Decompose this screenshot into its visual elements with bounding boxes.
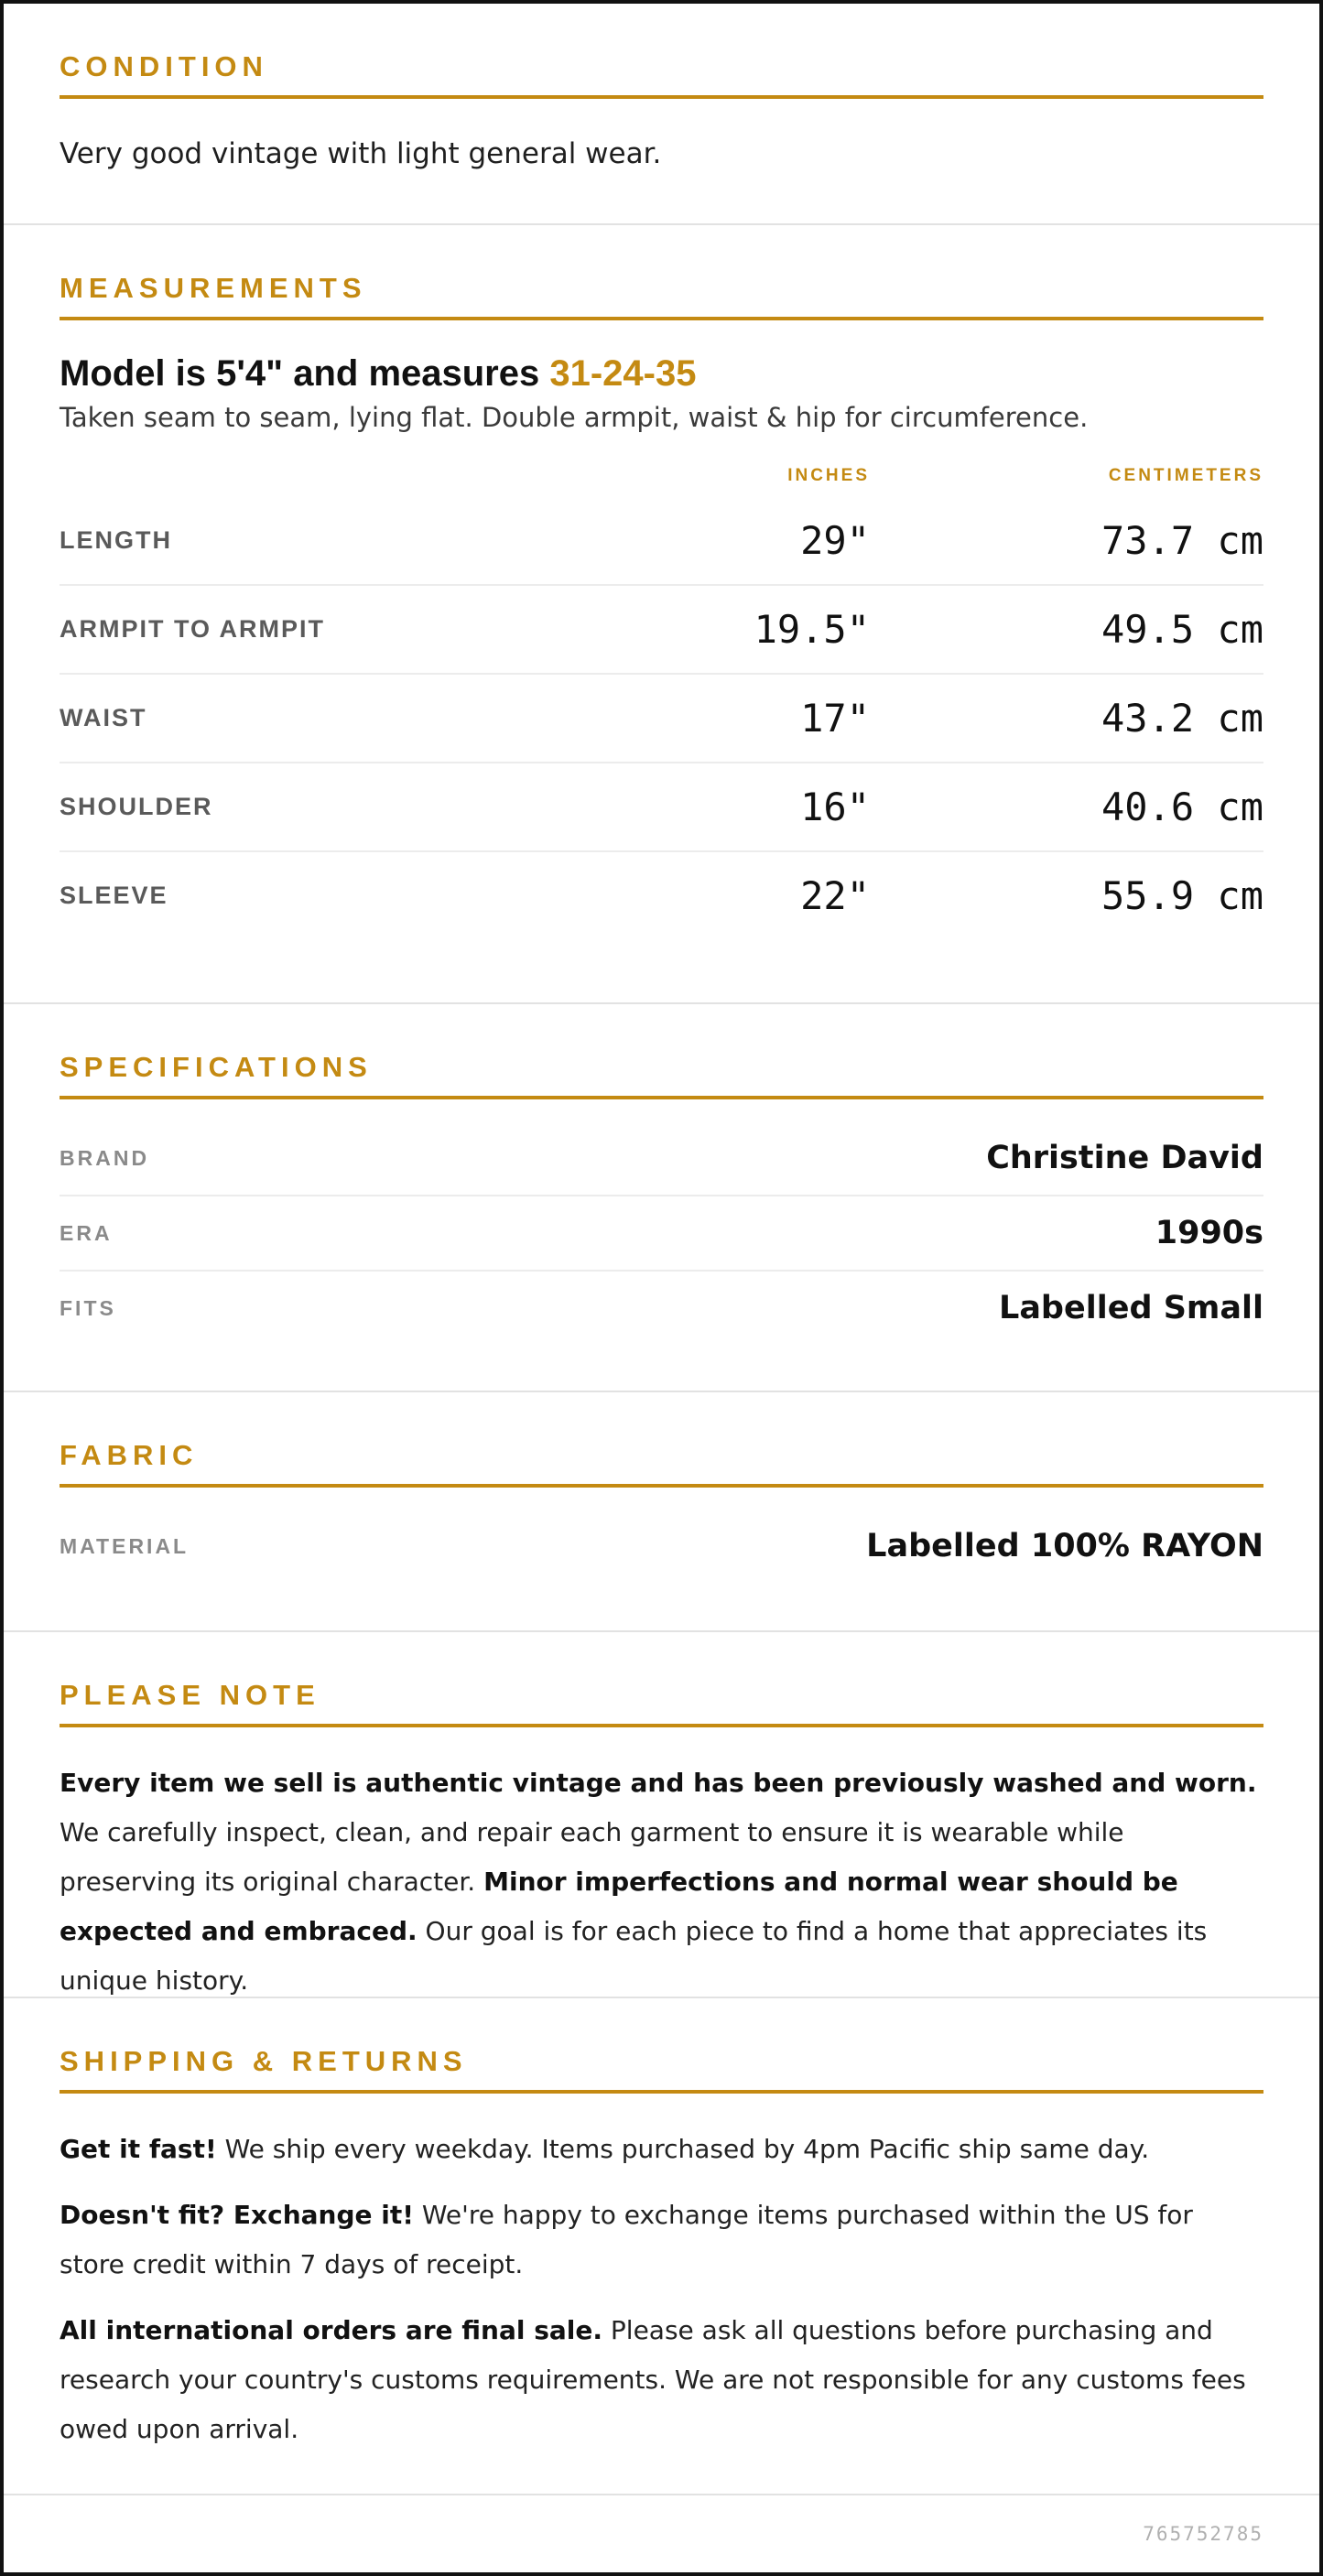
spec-row-fits [60, 1272, 1263, 1345]
measurement-inches: 19.5" [754, 607, 870, 653]
shipping-body [60, 2125, 1263, 2454]
shipping-paragraph-international [60, 2306, 1263, 2454]
condition-section [4, 4, 1319, 225]
measurement-column-headers [60, 466, 1263, 486]
note-bold-authentic: Every item we sell is authentic vintage and has been previously washed and worn. [60, 1768, 1257, 1799]
measurement-row [60, 675, 1263, 763]
fabric-value: Labelled 100% RAYON [866, 1528, 1263, 1565]
shipping-bold-fast: Get it fast! [60, 2134, 217, 2165]
measurement-cm: 49.5 cm [1101, 607, 1263, 653]
spec-row-era [60, 1196, 1263, 1272]
measurements-section [4, 225, 1319, 1004]
shipping-text-fast: We ship every weekday. Items purchased by 4pm Pacific ship same day. [216, 2134, 1150, 2165]
measurements-heading: MEASUREMENTS [60, 225, 1263, 320]
measurement-row [60, 852, 1263, 939]
fabric-label: MATERIAL [60, 1533, 190, 1558]
measurement-inches: 17" [800, 696, 870, 741]
measurement-label: WAIST [60, 704, 147, 732]
condition-heading: CONDITION [60, 4, 1263, 99]
spec-value: Christine David [986, 1140, 1263, 1177]
measurement-inches: 16" [800, 785, 870, 830]
measurement-label: ARMPIT TO ARMPIT [60, 615, 325, 644]
shipping-bold-international: All international orders are final sale. [60, 2315, 603, 2346]
product-id: 765752785 [1143, 2523, 1263, 2545]
spec-value: 1990s [1155, 1215, 1263, 1252]
fabric-list [60, 1510, 1263, 1583]
shipping-returns-section [4, 1998, 1319, 2495]
specifications-heading: SPECIFICATIONS [60, 1004, 1263, 1099]
measurement-cm: 43.2 cm [1101, 696, 1263, 741]
note-text-goal: Our goal is for each piece to find a home that appreciates its unique history. [60, 1916, 1208, 1997]
spec-label: ERA [60, 1220, 113, 1245]
model-measures: 31-24-35 [549, 353, 697, 395]
spec-label: FITS [60, 1295, 116, 1320]
shipping-text-exchange: We're happy to exchange items purchased within the US for store credit within 7 days of receipt. [60, 2200, 1193, 2280]
measurement-label: LENGTH [60, 526, 172, 555]
measurement-label: SLEEVE [60, 882, 168, 910]
measurement-row [60, 586, 1263, 675]
note-text-inspect: We carefully inspect, clean, and repair each garment to ensure it is wearable while preserving its original character. [60, 1817, 1124, 1898]
measurement-row [60, 497, 1263, 586]
measurement-inches: 22" [800, 873, 870, 919]
please-note-section [4, 1632, 1319, 1998]
measurement-row [60, 763, 1263, 852]
shipping-bold-exchange: Doesn't fit? Exchange it! [60, 2200, 414, 2231]
measurement-label: SHOULDER [60, 793, 213, 821]
spec-label: BRAND [60, 1145, 150, 1170]
model-info-prefix: Model is 5'4" and measures [60, 353, 550, 395]
measurement-cm: 73.7 cm [1101, 518, 1263, 564]
shipping-text-international: Please ask all questions before purchasing and research your country's customs requirements. We are not responsible for any customs fees owed upon arrival. [60, 2315, 1246, 2445]
shipping-heading: SHIPPING & RETURNS [60, 1998, 1263, 2094]
note-bold-imperfections: Minor imperfections and normal wear should be expected and embraced. [60, 1867, 1178, 1947]
measurements-table [60, 497, 1263, 939]
spec-row-brand [60, 1121, 1263, 1196]
measurement-inches: 29" [800, 518, 870, 564]
spec-value: Labelled Small [999, 1290, 1263, 1327]
shipping-paragraph-exchange [60, 2191, 1263, 2289]
measurement-method-note: Taken seam to seam, lying flat. Double armpit, waist & hip for circumference. [60, 402, 1089, 434]
measurement-cm: 40.6 cm [1101, 785, 1263, 830]
fabric-heading: FABRIC [60, 1392, 1263, 1488]
shipping-paragraph-fast [60, 2125, 1263, 2174]
inches-column-header: INCHES [787, 466, 870, 486]
please-note-heading: PLEASE NOTE [60, 1632, 1263, 1727]
measurement-cm: 55.9 cm [1101, 873, 1263, 919]
please-note-body [60, 1759, 1263, 2006]
condition-text: Very good vintage with light general wear. [60, 137, 662, 171]
fabric-section [4, 1392, 1319, 1632]
specifications-section [4, 1004, 1319, 1392]
please-note-paragraph [60, 1759, 1263, 2006]
specifications-list [60, 1121, 1263, 1345]
model-info [60, 353, 1263, 395]
centimeters-column-header: CENTIMETERS [1108, 466, 1263, 486]
fabric-row-material [60, 1510, 1263, 1583]
